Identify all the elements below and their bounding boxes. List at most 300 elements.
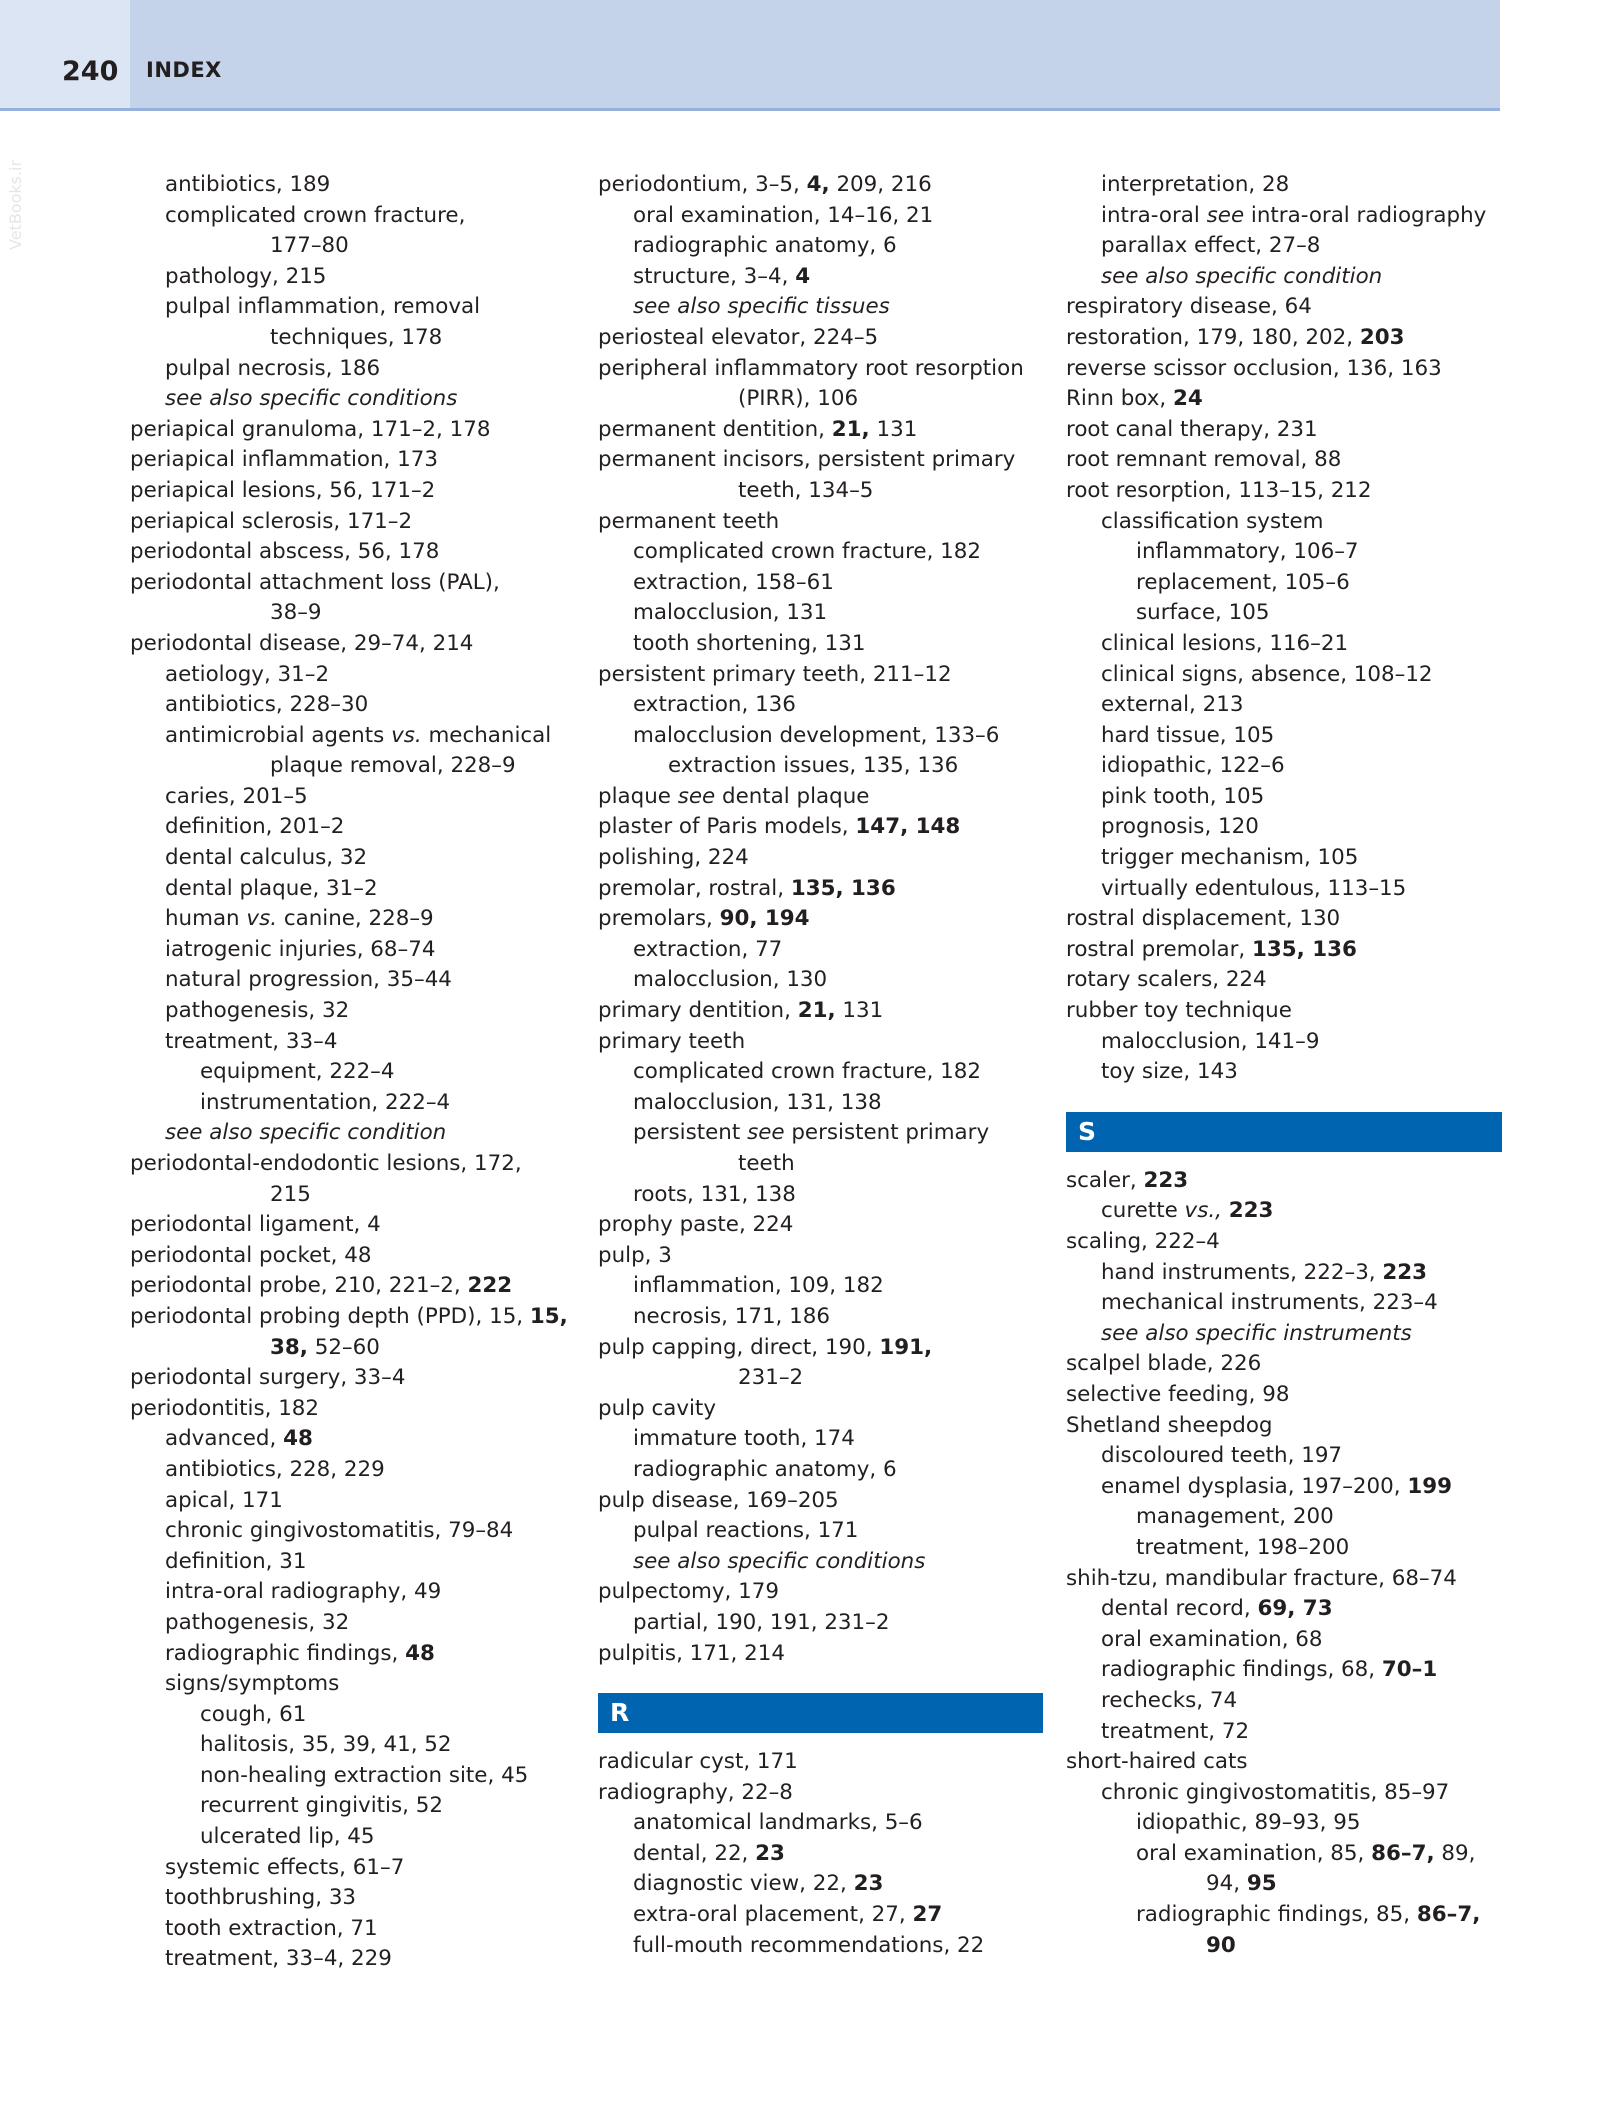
entry-text: radiographic findings, 68, xyxy=(1101,1657,1382,1683)
entry-text: radiographic findings, xyxy=(165,1640,406,1666)
entry-text: treatment, 198–200 xyxy=(1136,1534,1350,1560)
bold-page-ref: 90, 194 xyxy=(719,906,810,932)
index-subentry xyxy=(1066,660,1502,691)
index-entry xyxy=(598,170,1043,201)
index-subentry xyxy=(598,935,1043,966)
entry-text: antimicrobial agents xyxy=(165,722,392,748)
entry-text: 231–2 xyxy=(738,1365,804,1391)
entry-text: signs/symptoms xyxy=(165,1671,340,1697)
index-subentry xyxy=(598,231,1043,262)
entry-text: complicated crown fracture, xyxy=(165,202,466,228)
index-entry xyxy=(1066,996,1502,1027)
index-subentry xyxy=(130,201,570,232)
entry-text: rechecks, 74 xyxy=(1101,1687,1238,1713)
index-subentry xyxy=(598,598,1043,629)
bold-page-ref: 27 xyxy=(912,1902,943,1928)
entry-text: replacement, 105–6 xyxy=(1136,569,1350,595)
index-subentry xyxy=(130,843,570,874)
index-entry xyxy=(598,996,1043,1027)
index-entry xyxy=(598,415,1043,446)
entry-text: periodontal ligament, 4 xyxy=(130,1212,381,1238)
index-subentry xyxy=(598,1839,1043,1870)
entry-text: radiography, 22–8 xyxy=(598,1779,793,1805)
bold-page-ref: 86–7, xyxy=(1371,1840,1435,1866)
entry-text: pathology, 215 xyxy=(165,263,327,289)
index-entry xyxy=(130,1149,570,1180)
index-entry xyxy=(598,1210,1043,1241)
entry-text: periapical granuloma, 171–2, 178 xyxy=(130,416,491,442)
entry-text: pulpectomy, 179 xyxy=(598,1579,779,1605)
entry-text: periapical lesions, 56, 171–2 xyxy=(130,477,436,503)
index-subentry xyxy=(598,292,1043,323)
bold-page-ref: 23 xyxy=(853,1871,884,1897)
entry-text: teeth, 134–5 xyxy=(738,477,874,503)
index-entry-continuation xyxy=(1066,1869,1502,1900)
bold-page-ref: 135, 136 xyxy=(1252,936,1357,962)
index-entry xyxy=(598,445,1043,476)
entry-text: permanent incisors, persistent primary xyxy=(598,447,1016,473)
index-entry-continuation xyxy=(130,598,570,629)
entry-text: extra-oral placement, 27, xyxy=(633,1902,913,1928)
entry-text: caries, 201–5 xyxy=(165,783,308,809)
entry-text: equipment, 222–4 xyxy=(200,1059,395,1085)
index-subentry xyxy=(1066,1258,1502,1289)
entry-text: aetiology, 31–2 xyxy=(165,661,330,687)
index-entry xyxy=(598,323,1043,354)
index-subentry xyxy=(130,262,570,293)
entry-text: rotary scalers, 224 xyxy=(1066,967,1267,993)
index-subentry xyxy=(1066,1839,1502,1870)
entry-text: pulpal necrosis, 186 xyxy=(165,355,381,381)
entry-text: polishing, 224 xyxy=(598,845,749,871)
italic-text: vs., xyxy=(1184,1198,1222,1224)
index-subentry xyxy=(1066,1533,1502,1564)
index-subentry xyxy=(130,1486,570,1517)
entry-text: 177–80 xyxy=(270,233,349,259)
entry-text: periapical sclerosis, 171–2 xyxy=(130,508,413,534)
entry-text: 52–60 xyxy=(307,1334,380,1360)
index-subentry xyxy=(598,262,1043,293)
entry-text: scaling, 222–4 xyxy=(1066,1229,1220,1254)
index-subentry xyxy=(598,1900,1043,1931)
index-entry xyxy=(598,660,1043,691)
entry-text: human xyxy=(165,906,247,932)
index-subentry xyxy=(598,1808,1043,1839)
entry-text: 38–9 xyxy=(270,600,322,626)
entry-text: Rinn box, xyxy=(1066,386,1173,412)
entry-text: idiopathic, 122–6 xyxy=(1101,753,1285,779)
entry-text: oral examination, 14–16, 21 xyxy=(633,202,934,228)
index-entry-continuation xyxy=(130,751,570,782)
index-entry xyxy=(1066,1747,1502,1778)
index-subentry xyxy=(598,568,1043,599)
index-entry xyxy=(1066,445,1502,476)
entry-text: structure, 3–4, xyxy=(633,263,796,289)
entry-text: partial, 190, 191, 231–2 xyxy=(633,1609,890,1635)
entry-text: dental record, xyxy=(1101,1596,1258,1622)
index-entry xyxy=(598,507,1043,538)
entry-text: anatomical landmarks, 5–6 xyxy=(633,1810,923,1836)
entry-text: ulcerated lip, 45 xyxy=(200,1824,375,1850)
index-subentry xyxy=(130,1118,570,1149)
entry-text: halitosis, 35, 39, 41, 52 xyxy=(200,1732,452,1758)
entry-text: roots, 131, 138 xyxy=(633,1181,796,1207)
index-subentry xyxy=(1066,1655,1502,1686)
entry-text: radicular cyst, 171 xyxy=(598,1749,798,1775)
bold-page-ref: 191, xyxy=(879,1334,933,1360)
entry-text: periodontal-endodontic lesions, 172, xyxy=(130,1151,522,1176)
index-subentry xyxy=(1066,1778,1502,1809)
index-subentry xyxy=(1066,1288,1502,1319)
entry-text: external, 213 xyxy=(1101,692,1244,718)
bold-page-ref: 147, 148 xyxy=(855,814,961,840)
index-subentry xyxy=(1066,1027,1502,1058)
entry-text: clinical signs, absence, 108–12 xyxy=(1101,661,1433,687)
entry-text: clinical lesions, 116–21 xyxy=(1101,630,1349,656)
index-subentry xyxy=(1066,537,1502,568)
index-entry xyxy=(1066,292,1502,323)
entry-text: iatrogenic injuries, 68–74 xyxy=(165,936,436,962)
entry-text: cough, 61 xyxy=(200,1701,307,1727)
entry-text: dental, 22, xyxy=(633,1840,756,1866)
entry-text: complicated crown fracture, 182 xyxy=(633,1059,982,1085)
entry-text: intra-oral radiography xyxy=(1244,202,1487,228)
index-entry xyxy=(1066,904,1502,935)
index-entry xyxy=(130,1210,570,1241)
bold-page-ref: 48 xyxy=(405,1640,435,1666)
entry-text: rostral premolar, xyxy=(1066,936,1253,962)
entry-text: pulp disease, 169–205 xyxy=(598,1487,839,1513)
index-entry xyxy=(598,1486,1043,1517)
index-entry xyxy=(598,354,1043,385)
index-subentry xyxy=(1066,170,1502,201)
entry-text: trigger mechanism, 105 xyxy=(1101,845,1359,871)
index-subentry xyxy=(130,1730,570,1761)
index-entry-continuation xyxy=(598,1363,1043,1394)
index-subentry xyxy=(130,782,570,813)
index-subentry xyxy=(130,1761,570,1792)
entry-text: teeth xyxy=(738,1151,795,1176)
entry-text: radiographic anatomy, 6 xyxy=(633,1456,897,1482)
entry-text: intra-oral xyxy=(1101,202,1207,228)
entry-text: periodontal pocket, 48 xyxy=(130,1242,372,1268)
index-subentry xyxy=(598,1057,1043,1088)
entry-text: techniques, 178 xyxy=(270,324,443,350)
entry-text: rostral displacement, 130 xyxy=(1066,906,1341,932)
entry-text: systemic effects, 61–7 xyxy=(165,1854,405,1880)
entry-text: extraction, 158–61 xyxy=(633,569,834,595)
entry-text: definition, 201–2 xyxy=(165,814,345,840)
entry-text: antibiotics, 189 xyxy=(165,172,331,197)
entry-text: Shetland sheepdog xyxy=(1066,1412,1273,1438)
italic-text: see also specific instruments xyxy=(1101,1320,1412,1346)
entry-text: discoloured teeth, 197 xyxy=(1101,1443,1343,1469)
index-entry xyxy=(130,537,570,568)
entry-text: 131 xyxy=(869,416,918,442)
entry-text: advanced, xyxy=(165,1426,284,1452)
entry-text: selective feeding, 98 xyxy=(1066,1381,1290,1407)
running-head: INDEX xyxy=(146,58,222,82)
index-subentry xyxy=(1066,1441,1502,1472)
entry-text: full-mouth recommendations, 22 xyxy=(633,1932,985,1958)
entry-text: hand instruments, 222–3, xyxy=(1101,1259,1383,1285)
italic-text: see also specific tissues xyxy=(633,294,890,320)
entry-text: oral examination, 68 xyxy=(1101,1626,1323,1652)
index-subentry xyxy=(130,1883,570,1914)
entry-text: pink tooth, 105 xyxy=(1101,783,1265,809)
index-entry xyxy=(130,445,570,476)
index-entry xyxy=(598,1577,1043,1608)
entry-text: toy size, 143 xyxy=(1101,1059,1238,1085)
entry-text: periodontal disease, 29–74, 214 xyxy=(130,630,474,656)
entry-text: non-healing extraction site, 45 xyxy=(200,1762,529,1788)
entry-text: periodontal attachment loss (PAL), xyxy=(130,569,500,595)
index-subentry xyxy=(130,904,570,935)
index-entry xyxy=(130,1241,570,1272)
page-number: 240 xyxy=(62,56,119,87)
index-entry xyxy=(598,904,1043,935)
entry-text: dental plaque, 31–2 xyxy=(165,875,378,901)
entry-text: recurrent gingivitis, 52 xyxy=(200,1793,443,1819)
index-subentry xyxy=(1066,1686,1502,1717)
entry-text: plaque removal, 228–9 xyxy=(270,753,516,779)
index-subentry xyxy=(130,1057,570,1088)
index-subentry xyxy=(130,1853,570,1884)
index-subentry xyxy=(1066,1472,1502,1503)
entry-text: reverse scissor occlusion, 136, 163 xyxy=(1066,355,1442,381)
entry-text: periodontal probe, 210, 221–2, xyxy=(130,1273,468,1299)
entry-text xyxy=(1222,1198,1229,1223)
index-subentry xyxy=(598,1547,1043,1578)
entry-text: chronic gingivostomatitis, 85–97 xyxy=(1101,1779,1450,1805)
index-entry xyxy=(1066,415,1502,446)
italic-text: see xyxy=(677,783,716,809)
entry-text: persistent primary xyxy=(784,1120,990,1146)
index-entry xyxy=(598,1394,1043,1425)
index-entry xyxy=(130,1271,570,1302)
entry-text: periodontitis, 182 xyxy=(130,1395,320,1421)
index-subentry xyxy=(598,1869,1043,1900)
entry-text: tooth shortening, 131 xyxy=(633,630,866,656)
index-subentry xyxy=(1066,782,1502,813)
index-entry xyxy=(130,629,570,660)
index-subentry xyxy=(598,1608,1043,1639)
entry-text: persistent xyxy=(633,1120,748,1146)
entry-text: plaster of Paris models, xyxy=(598,814,856,840)
entry-text: restoration, 179, 180, 202, xyxy=(1066,324,1360,350)
entry-text: mechanical instruments, 223–4 xyxy=(1101,1290,1438,1316)
entry-text: 89, xyxy=(1434,1840,1476,1866)
entry-text: pulpal reactions, 171 xyxy=(633,1518,859,1544)
index-subentry xyxy=(598,537,1043,568)
index-subentry xyxy=(130,292,570,323)
entry-text: periapical inflammation, 173 xyxy=(130,447,438,473)
entry-text: 209, 216 xyxy=(829,172,932,197)
entry-text: plaque xyxy=(598,783,678,809)
entry-text: (PIRR), 106 xyxy=(738,386,859,412)
index-subentry xyxy=(598,965,1043,996)
index-subentry xyxy=(130,690,570,721)
index-entry xyxy=(1066,384,1502,415)
entry-text: antibiotics, 228–30 xyxy=(165,692,369,718)
entry-text: prophy paste, 224 xyxy=(598,1212,794,1238)
entry-text: treatment, 33–4, 229 xyxy=(165,1946,392,1972)
index-subentry xyxy=(130,1669,570,1700)
entry-text: radiographic anatomy, 6 xyxy=(633,233,897,259)
entry-text: classification system xyxy=(1101,508,1324,534)
italic-text: see xyxy=(747,1120,785,1146)
entry-text: management, 200 xyxy=(1136,1504,1334,1530)
index-subentry xyxy=(130,935,570,966)
index-subentry xyxy=(1066,751,1502,782)
index-entry xyxy=(598,1778,1043,1809)
watermark: VetBooks.ir xyxy=(6,159,25,250)
entry-text: extraction, 77 xyxy=(633,936,783,962)
italic-text: see xyxy=(1206,202,1245,228)
entry-text: complicated crown fracture, 182 xyxy=(633,539,982,565)
index-subentry xyxy=(130,1822,570,1853)
index-entry-continuation xyxy=(130,323,570,354)
index-subentry xyxy=(598,1088,1043,1119)
entry-text: malocclusion, 141–9 xyxy=(1101,1028,1320,1054)
entry-text: premolars, xyxy=(598,906,720,932)
entry-text: intra-oral radiography, 49 xyxy=(165,1579,442,1605)
index-subentry xyxy=(130,1547,570,1578)
index-entry xyxy=(130,507,570,538)
bold-page-ref: 86–7, xyxy=(1416,1902,1481,1928)
bold-page-ref: 21, xyxy=(797,998,836,1024)
index-subentry xyxy=(1066,262,1502,293)
bold-page-ref: 223 xyxy=(1228,1198,1274,1224)
index-subentry xyxy=(598,1118,1043,1149)
index-subentry xyxy=(130,1455,570,1486)
bold-page-ref: 223 xyxy=(1382,1259,1428,1285)
index-entry xyxy=(1066,935,1502,966)
index-entry xyxy=(598,1241,1043,1272)
italic-text: vs. xyxy=(391,722,422,748)
index-subentry xyxy=(1066,598,1502,629)
entry-text: canine, 228–9 xyxy=(277,906,434,932)
entry-text: definition, 31 xyxy=(165,1548,307,1574)
entry-text: primary teeth xyxy=(598,1028,746,1054)
index-subentry xyxy=(1066,1625,1502,1656)
entry-text: prognosis, 120 xyxy=(1101,814,1259,840)
index-subentry xyxy=(598,690,1043,721)
index-subentry xyxy=(1066,629,1502,660)
entry-text: dental plaque xyxy=(715,783,870,809)
entry-text: peripheral inflammatory root resorption xyxy=(598,355,1024,381)
index-subentry xyxy=(1066,721,1502,752)
bold-page-ref: 23 xyxy=(755,1840,785,1866)
index-entry xyxy=(1066,965,1502,996)
index-subentry xyxy=(130,996,570,1027)
index-subentry xyxy=(130,874,570,905)
index-subentry xyxy=(1066,507,1502,538)
entry-text: primary dentition, xyxy=(598,998,798,1024)
index-subentry xyxy=(1066,690,1502,721)
entry-text: immature tooth, 174 xyxy=(633,1426,855,1452)
index-subentry xyxy=(1066,1900,1502,1931)
entry-text: inflammation, 109, 182 xyxy=(633,1273,884,1299)
index-subentry xyxy=(1066,1319,1502,1350)
index-entry xyxy=(598,812,1043,843)
index-subentry xyxy=(598,201,1043,232)
entry-text: natural progression, 35–44 xyxy=(165,967,452,993)
italic-text: see also specific conditions xyxy=(633,1548,926,1574)
index-subentry xyxy=(130,1914,570,1945)
index-subentry xyxy=(1066,1196,1502,1227)
index-entry xyxy=(1066,1564,1502,1595)
bold-page-ref: 95 xyxy=(1246,1871,1277,1897)
index-subentry xyxy=(1066,843,1502,874)
entry-text: pathogenesis, 32 xyxy=(165,998,350,1024)
entry-text: periodontal probing depth (PPD), 15, xyxy=(130,1303,530,1329)
entry-text: diagnostic view, 22, xyxy=(633,1871,854,1897)
entry-text: periosteal elevator, 224–5 xyxy=(598,324,879,350)
index-column-1 xyxy=(130,170,570,1975)
entry-text: scaler, xyxy=(1066,1167,1144,1193)
index-subentry xyxy=(130,1944,570,1975)
entry-text: enamel dysplasia, 197–200, xyxy=(1101,1473,1408,1499)
entry-text: toothbrushing, 33 xyxy=(165,1885,357,1911)
index-entry xyxy=(1066,1349,1502,1380)
bold-page-ref: 4, xyxy=(806,172,830,197)
bold-page-ref: 135, 136 xyxy=(790,875,896,901)
index-entry xyxy=(598,1639,1043,1670)
entry-text: idiopathic, 89–93, 95 xyxy=(1136,1810,1361,1836)
entry-text: hard tissue, 105 xyxy=(1101,722,1275,748)
entry-text: inflammatory, 106–7 xyxy=(1136,539,1359,565)
entry-text: respiratory disease, 64 xyxy=(1066,294,1312,320)
index-entry xyxy=(598,874,1043,905)
entry-text: periodontium, 3–5, xyxy=(598,172,807,197)
running-header-band xyxy=(0,0,1500,111)
index-column-3 xyxy=(1066,170,1502,1961)
entry-text: instrumentation, 222–4 xyxy=(200,1089,451,1115)
index-subentry xyxy=(130,812,570,843)
italic-text: vs. xyxy=(246,906,278,932)
index-subentry xyxy=(130,1608,570,1639)
entry-text: shih-tzu, mandibular fracture, 68–74 xyxy=(1066,1565,1457,1591)
index-subentry xyxy=(598,1516,1043,1547)
index-entry xyxy=(130,568,570,599)
index-subentry xyxy=(130,354,570,385)
entry-text: treatment, 72 xyxy=(1101,1718,1250,1744)
index-subentry xyxy=(130,1577,570,1608)
entry-text: radiographic findings, 85, xyxy=(1136,1902,1417,1928)
index-subentry xyxy=(130,721,570,752)
index-subentry xyxy=(130,384,570,415)
index-subentry xyxy=(130,1791,570,1822)
index-entry xyxy=(1066,476,1502,507)
index-subentry xyxy=(598,1302,1043,1333)
index-entry xyxy=(1066,1380,1502,1411)
entry-text: necrosis, 171, 186 xyxy=(633,1303,830,1329)
bold-page-ref: 70–1 xyxy=(1381,1657,1438,1683)
index-subentry xyxy=(598,1931,1043,1962)
index-subentry xyxy=(1066,1808,1502,1839)
index-subentry xyxy=(1066,231,1502,262)
index-subentry xyxy=(130,1088,570,1119)
index-subentry xyxy=(598,721,1043,752)
bold-page-ref: 21, xyxy=(831,416,870,442)
page-number-box xyxy=(0,0,130,108)
index-subentry xyxy=(130,1424,570,1455)
entry-text: parallax effect, 27–8 xyxy=(1101,233,1321,259)
bold-page-ref: 4 xyxy=(795,263,811,289)
entry-text: malocclusion development, 133–6 xyxy=(633,722,1000,748)
index-subentry xyxy=(1066,1057,1502,1088)
